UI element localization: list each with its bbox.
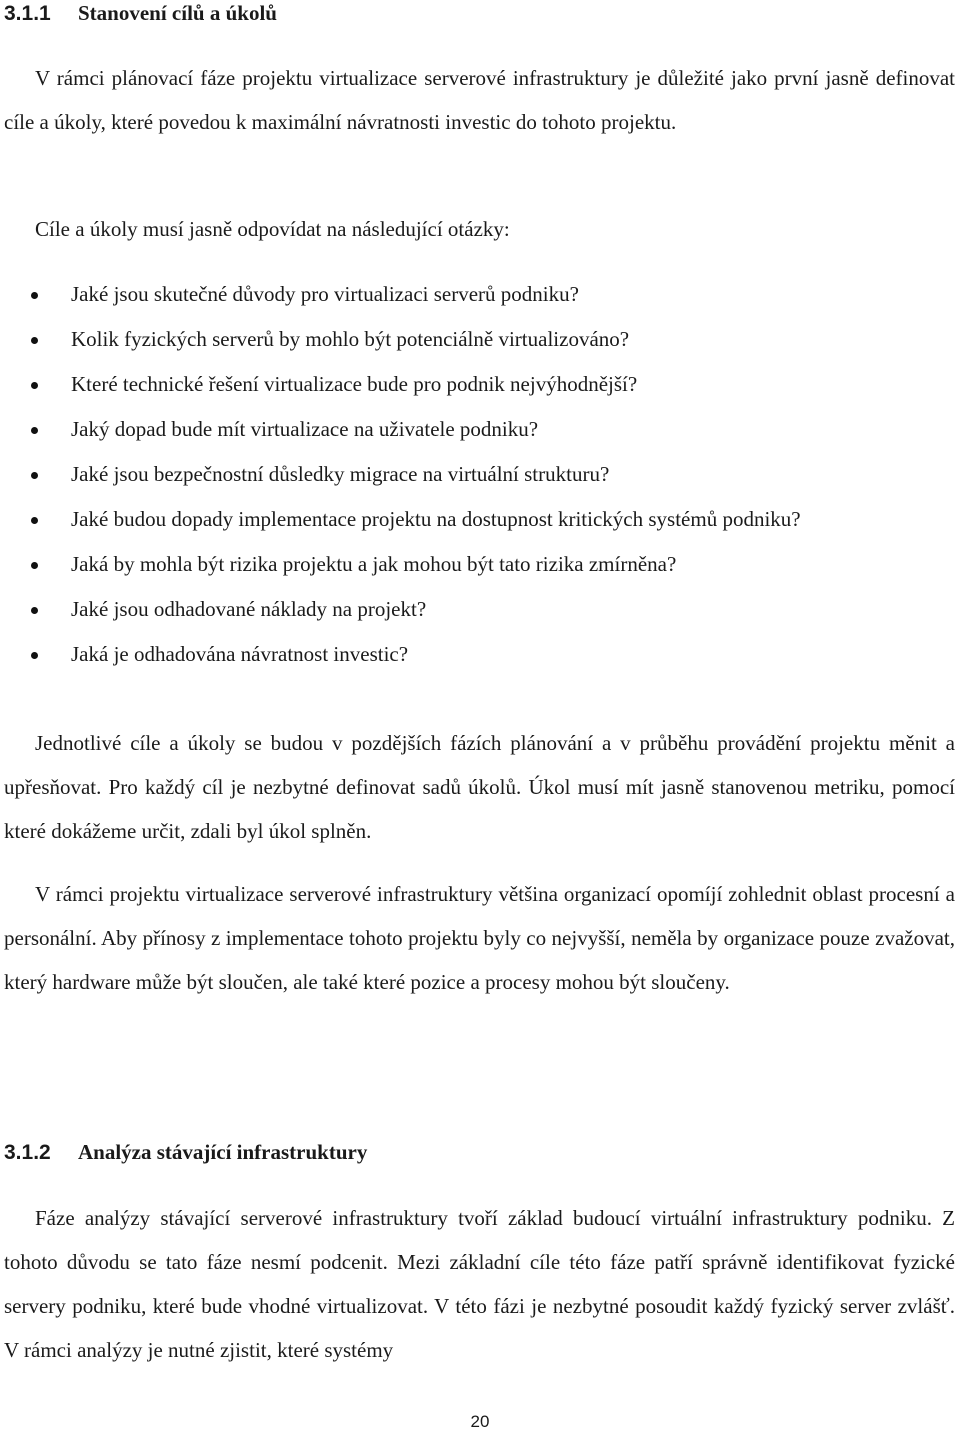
list-item <box>0 497 801 542</box>
list-item-text: Jaké jsou bezpečnostní důsledky migrace na virtuální strukturu? <box>71 462 610 486</box>
list-item-text: Jaká by mohla být rizika projektu a jak mohou být tato rizika zmírněna? <box>71 552 677 576</box>
paragraph: V rámci projektu virtualizace serverové infrastruktury většina organizací opomíjí zohlednit oblast procesní a personální. Aby přínosy z implementace tohoto projektu byly co nejvyšší, neměla by organizace pouze zvažovat, který hardware může být sloučen, ale také které pozice a procesy mohou být sloučeny. <box>4 882 955 994</box>
section-heading <box>4 0 277 27</box>
list-item-text: Jaké jsou odhadované náklady na projekt? <box>71 597 427 621</box>
paragraph: Jednotlivé cíle a úkoly se budou v pozdějších fázích plánování a v průběhu provádění projektu měnit a upřesňovat. Pro každý cíl je nezbytné definovat sadů úkolů. Úkol musí mít jasně stanovenou metriku, pomocí které dokážeme určit, zdali byl úkol splněn. <box>4 731 955 843</box>
list-item <box>0 362 801 407</box>
paragraph: Fáze analýzy stávající serverové infrastruktury tvoří základ budoucí virtuální infrastruktury podniku. Z tohoto důvodu se tato fáze nesmí podcenit. Mezi základní cíle této fáze patří správně identifikovat fyzické servery podniku, které bude vhodné virtualizovat. V této fázi je nezbytné posoudit každý fyzický server zvlášť. V rámci analýzy je nutné zjistit, které systémy <box>4 1206 955 1362</box>
bullet-icon <box>31 472 38 479</box>
list-item-text: Kolik fyzických serverů by mohlo být potenciálně virtualizováno? <box>71 327 630 351</box>
bullet-icon <box>31 607 38 614</box>
list-item-text: Jaký dopad bude mít virtualizace na uživatele podniku? <box>71 417 539 441</box>
bullet-icon <box>31 427 38 434</box>
list-item <box>0 407 801 452</box>
section-heading <box>4 1139 367 1166</box>
list-item-text: Které technické řešení virtualizace bude pro podnik nejvýhodnější? <box>71 372 638 396</box>
list-item <box>0 542 801 587</box>
list-item <box>0 272 801 317</box>
bullet-icon <box>31 562 38 569</box>
section-number: 3.1.1 <box>4 2 51 25</box>
page-number: 20 <box>470 1412 490 1431</box>
bullet-icon <box>31 292 38 299</box>
list-item-text: Jaké budou dopady implementace projektu na dostupnost kritických systémů podniku? <box>71 507 801 531</box>
question-list <box>0 272 801 677</box>
list-item <box>0 587 801 632</box>
section-title: Analýza stávající infrastruktury <box>78 1140 368 1164</box>
bullet-icon <box>31 652 38 659</box>
bullet-icon <box>31 337 38 344</box>
section-title: Stanovení cílů a úkolů <box>78 1 277 25</box>
paragraph: V rámci plánovací fáze projektu virtualizace serverové infrastruktury je důležité jako první jasně definovat cíle a úkoly, které povedou k maximální návratnosti investic do tohoto projektu. <box>4 66 955 134</box>
list-item <box>0 452 801 497</box>
bullet-icon <box>31 382 38 389</box>
bullet-icon <box>31 517 38 524</box>
list-item-text: Jaké jsou skutečné důvody pro virtualizaci serverů podniku? <box>71 282 579 306</box>
list-item <box>0 317 801 362</box>
paragraph: Cíle a úkoly musí jasně odpovídat na následující otázky: <box>35 217 510 241</box>
list-item-text: Jaká je odhadována návratnost investic? <box>71 642 409 666</box>
list-item <box>0 632 801 677</box>
section-number: 3.1.2 <box>4 1141 51 1164</box>
